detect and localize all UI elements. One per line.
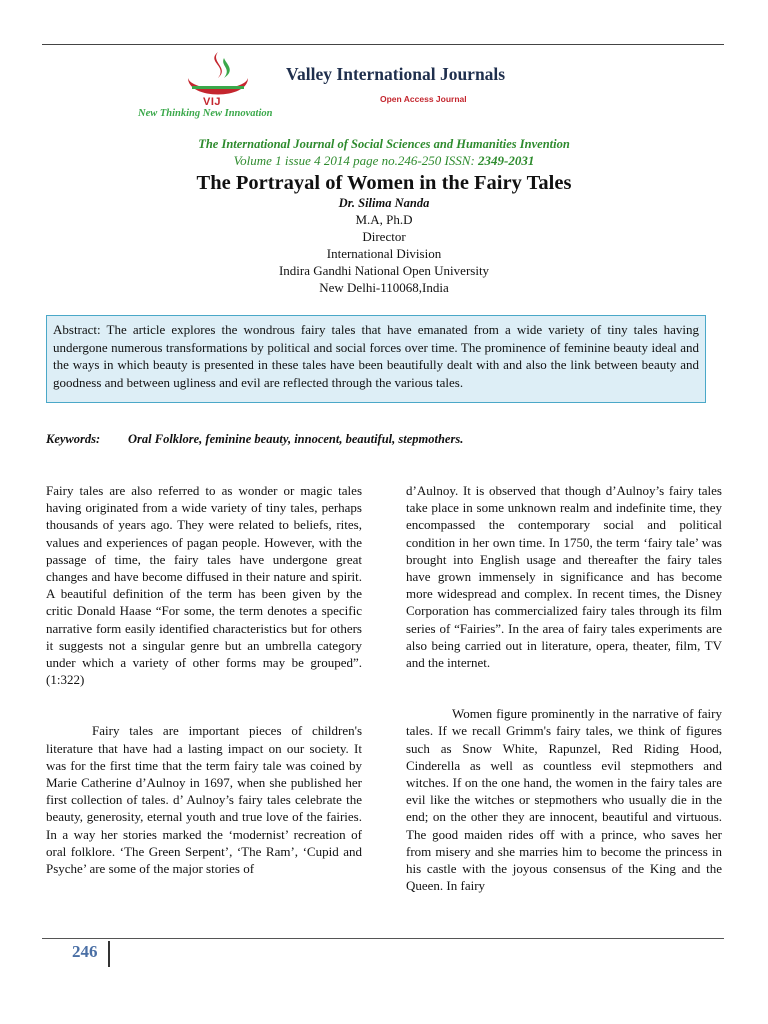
paragraph: d’Aulnoy. It is observed that though d’Aulnoy’s fairy tales take place in some unknown realm and indefinite time, they encompassed the contemporary social and political condition in her own time. In 1750, the term ‘fairy tale’ was brought into English usage and thereafter the fairy tales have grown immensely in significance and has become more widespread and complex. In recent times, the Disney Corporation has commercialized fairy tales through its film series of “Fairies”. In the area of fairy tales experiments are also being carried out in literature, opera, theater, film, TV and the internet.: [406, 483, 722, 671]
logo-text: VIJ: [203, 96, 222, 108]
bottom-rule: [42, 938, 724, 939]
affiliation-address: New Delhi-110068,India: [319, 280, 449, 295]
brand-name: Valley International Journals: [286, 64, 506, 84]
volume-line: [0, 153, 768, 169]
abstract-box: Abstract: The article explores the wondrous fairy tales that have emanated from a wide variety of tiny tales having undergone numerous transformations by political and social forces over time. The prominence of feminine beauty ideal and the ways in which beauty is presented in these tales have been beautifully dealt with and also the link between beauty and goodness and between ugliness and evil are reflected through the various tales.: [46, 315, 706, 403]
tagline: New Thinking New Innovation: [138, 108, 273, 119]
paragraph: Women figure prominently in the narrative of fairy tales. If we recall Grimm's fairy tales, we think of figures such as Snow White, Rapunzel, Red Riding Hood, Cinderella as well as countless evil stepmothers and witches. If on the one hand, the women in the fairy tales are evil like the witches or stepmothers who usually die in the end; on the other they are innocent, beautiful and virtuous. The good maiden rides off with a prince, who saves her from misery and she marries him to become the princess in his castle with the joyous consensus of the King and the Queen. In fairy: [406, 706, 722, 894]
body-column-right: [406, 482, 722, 894]
keywords-value: Oral Folklore, feminine beauty, innocent, beautiful, stepmothers.: [128, 432, 464, 446]
affiliation-university: Indira Gandhi National Open University: [278, 263, 490, 278]
keywords-label: Keywords:: [46, 432, 101, 446]
journal-name: The International Journal of Social Sciences and Humanities Invention: [198, 137, 570, 151]
page-number-bar: [108, 941, 110, 967]
paragraph: Fairy tales are also referred to as wonder or magic tales having originated from a wide variety of tiny tales, perhaps thousands of years ago. They were related to beliefs, rites, values and experiences of pagan people. However, with the passage of time, the fairy tales have undergone great changes and have become diffused in their nature and spirit. A beautiful definition of the term has been given by the critic Donald Haase “For some, the term denotes a specific narrative form easily identified characteristics but for others it suggests not a singular genre but an umbrella category under which a variety of other forms may be grouped”. (1:322): [46, 483, 362, 688]
volume-text: Volume 1 issue 4 2014 page no.246-250 ISSN:: [233, 153, 479, 168]
top-rule: [42, 44, 724, 45]
affiliation-role: Director: [362, 229, 406, 244]
body-column-left: [46, 482, 362, 877]
page-number: 246: [72, 942, 98, 961]
paper-title: The Portrayal of Women in the Fairy Tales: [196, 172, 572, 194]
affiliation-division: International Division: [326, 246, 442, 261]
issn: 2349-2031: [478, 153, 535, 168]
author-name: Dr. Silima Nanda: [338, 196, 430, 210]
paragraph: Fairy tales are important pieces of children's literature that have had a lasting impact on our society. It was for the first time that the term fairy tale was coined by Marie Catherine d’Aulnoy in 1697, when she published her first collection of tales. d’ Aulnoy’s fairy tales celebrate the beauty, generosity, eternal youth and true love of the fairies. In a way her stories marked the ‘modernist’ recreation of oral folklore. ‘The Green Serpent’, ‘The Ram’, ‘Cupid and Psyche’ are some of the major stories of: [46, 723, 362, 877]
keywords-line: [46, 432, 463, 447]
open-access-label: Open Access Journal: [380, 94, 467, 104]
affiliation-degree: M.A, Ph.D: [355, 212, 413, 227]
